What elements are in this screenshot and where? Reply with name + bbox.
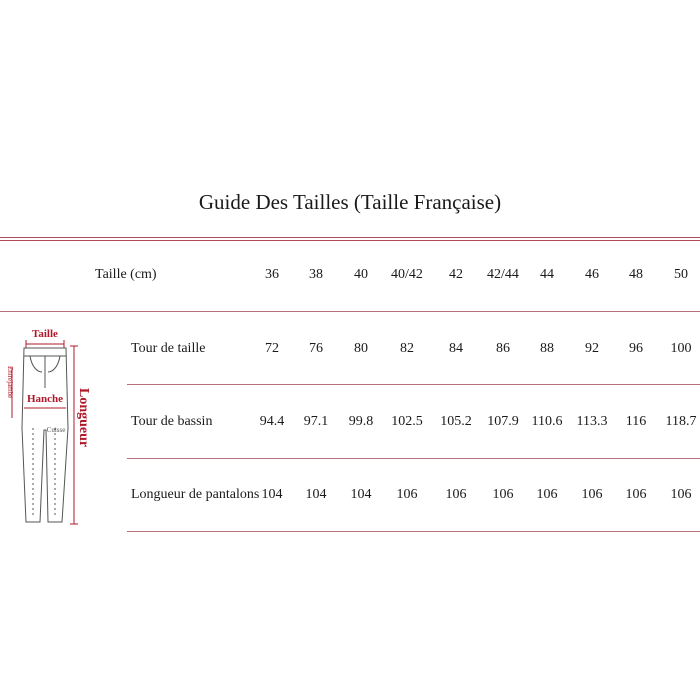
table-cell: 96 [629, 341, 643, 356]
size-header-cell: 42 [449, 267, 463, 282]
table-cell: 104 [261, 487, 283, 502]
table-cell: 72 [265, 341, 279, 356]
row-label: Tour de taille [131, 341, 206, 356]
table-cell: 106 [396, 487, 418, 502]
table-cell: 94.4 [259, 414, 285, 429]
title-divider [0, 237, 700, 241]
table-cell: 106 [670, 487, 692, 502]
row-divider [127, 458, 700, 459]
size-header-cell: 44 [540, 267, 554, 282]
size-header-cell: 46 [585, 267, 599, 282]
table-cell: 106 [625, 487, 647, 502]
row-divider [127, 384, 700, 385]
size-header-cell: 40/42 [391, 267, 423, 282]
size-header-cell: 50 [674, 267, 688, 282]
figure-label-entrejambe: Entrejambe [6, 366, 14, 399]
table-cell: 116 [625, 414, 647, 429]
table-cell: 106 [581, 487, 603, 502]
table-cell: 102.5 [391, 414, 423, 429]
header-label: Taille (cm) [95, 267, 157, 282]
row-label: Tour de bassin [131, 414, 213, 429]
table-cell: 80 [354, 341, 368, 356]
table-cell: 118.7 [665, 414, 697, 429]
table-cell: 100 [670, 341, 692, 356]
row-divider [127, 531, 700, 532]
table-cell: 106 [492, 487, 514, 502]
header-divider [0, 311, 700, 312]
figure-label-longueur: Longueur [76, 388, 91, 448]
table-cell: 76 [309, 341, 323, 356]
row-label: Longueur de pantalons [131, 487, 260, 502]
table-cell: 92 [585, 341, 599, 356]
table-cell: 88 [540, 341, 554, 356]
size-header-cell: 42/44 [487, 267, 519, 282]
page-title: Guide Des Tailles (Taille Française) [198, 190, 502, 214]
table-cell: 86 [496, 341, 510, 356]
pants-measurement-figure [0, 318, 100, 538]
table-cell: 113.3 [576, 414, 608, 429]
figure-label-cuisse: Cuisse [46, 426, 66, 434]
size-header-cell: 38 [309, 267, 323, 282]
table-cell: 99.8 [348, 414, 374, 429]
figure-label-taille: Taille [32, 328, 58, 340]
size-header-cell: 40 [354, 267, 368, 282]
table-cell: 84 [449, 341, 463, 356]
table-cell: 106 [536, 487, 558, 502]
table-cell: 82 [400, 341, 414, 356]
table-cell: 105.2 [440, 414, 472, 429]
size-header-cell: 36 [265, 267, 279, 282]
table-cell: 97.1 [303, 414, 329, 429]
pants-outline [22, 348, 68, 522]
figure-label-hanche: Hanche [26, 393, 64, 405]
table-cell: 104 [305, 487, 327, 502]
waist-measure-bracket [26, 340, 64, 348]
table-cell: 106 [445, 487, 467, 502]
table-cell: 110.6 [531, 414, 563, 429]
table-cell: 107.9 [487, 414, 519, 429]
size-header-cell: 48 [629, 267, 643, 282]
table-cell: 104 [350, 487, 372, 502]
